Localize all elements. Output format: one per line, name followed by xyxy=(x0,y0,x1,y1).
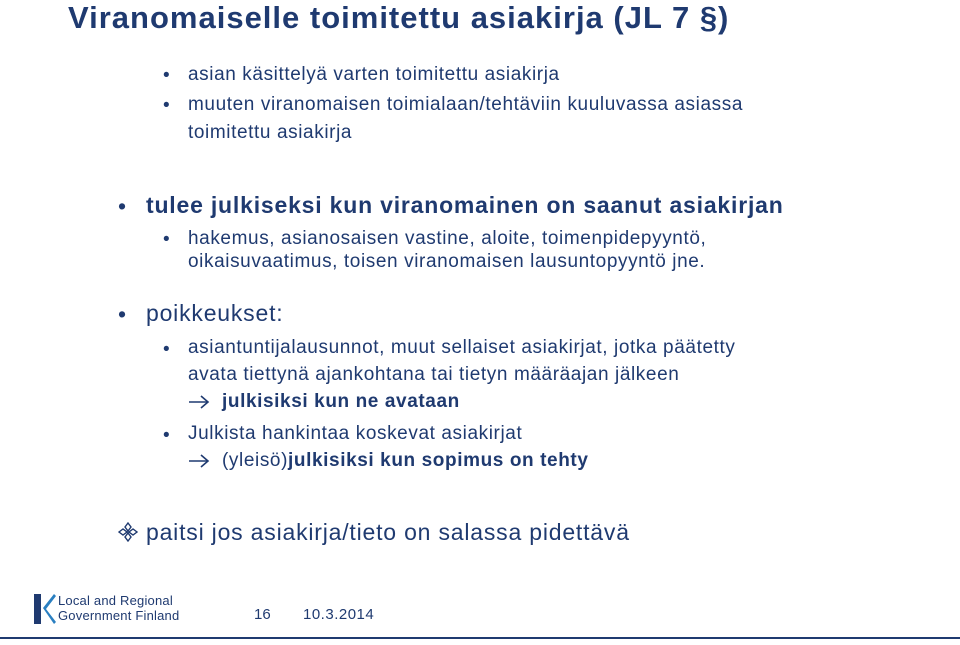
exception-item2-result xyxy=(188,450,589,472)
exception-item1-result xyxy=(188,391,460,413)
bullet-icon: • xyxy=(163,425,171,446)
logo-text xyxy=(58,593,179,623)
logo-line-2: Government Finland xyxy=(58,608,180,623)
section1-item-line1: hakemus, asianosaisen vastine, aloite, toimenpidepyyntö, xyxy=(188,228,707,249)
logo-line-1: Local and Regional xyxy=(58,593,173,608)
exception-item2-line: Julkista hankintaa koskevat asiakirjat xyxy=(188,423,523,444)
intro-item-2: muuten viranomaisen toimialaan/tehtäviin kuuluvassa asiassa xyxy=(188,94,744,115)
section2-heading: poikkeukset: xyxy=(146,300,284,326)
arrow-right-icon xyxy=(188,395,210,409)
page-number: 16 xyxy=(254,606,271,623)
slide-title: Viranomaiselle toimitettu asiakirja (JL 7 §) xyxy=(68,0,730,35)
bullet-icon: • xyxy=(163,65,171,86)
bullet-icon: • xyxy=(163,339,171,360)
bullet-icon: • xyxy=(118,301,127,327)
slide-date: 10.3.2014 xyxy=(303,606,375,623)
note-text: paitsi jos asiakirja/tieto on salassa pidettävä xyxy=(146,519,630,545)
exception-item2-result-bold: julkisiksi kun sopimus on tehty xyxy=(288,450,589,471)
bullet-icon: • xyxy=(163,229,171,250)
section1-item-line2: oikaisuvaatimus, toisen viranomaisen lausuntopyyntö jne. xyxy=(188,251,706,272)
bullet-icon: • xyxy=(163,95,171,116)
intro-item-1: asian käsittelyä varten toimitettu asiakirja xyxy=(188,64,560,85)
diamond-bullet-icon xyxy=(118,522,138,542)
footer-divider xyxy=(0,637,960,639)
exception-item1-line2: avata tiettynä ajankohtana tai tietyn määräajan jälkeen xyxy=(188,364,680,385)
exception-item1-result-text: julkisiksi kun ne avataan xyxy=(222,391,460,412)
exception-item1-line1: asiantuntijalausunnot, muut sellaiset asiakirjat, jotka päätetty xyxy=(188,337,736,358)
bullet-icon: • xyxy=(118,193,127,219)
arrow-right-icon xyxy=(188,454,210,468)
intro-item-2-cont: toimitettu asiakirja xyxy=(188,122,353,143)
exception-item2-result-prefix: (yleisö) xyxy=(222,450,289,471)
section1-heading: tulee julkiseksi kun viranomainen on saanut asiakirjan xyxy=(146,192,784,218)
